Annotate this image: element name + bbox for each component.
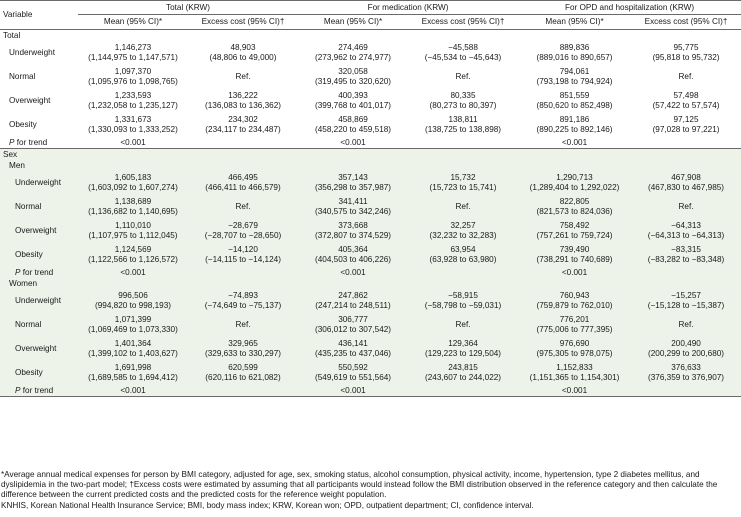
- table-cell: [631, 89, 741, 113]
- p-trend-value: [631, 267, 741, 278]
- cell-value: 467,908: [671, 173, 701, 182]
- table-cell: [188, 361, 298, 385]
- table-cell: [298, 89, 408, 113]
- table-cell: [78, 89, 188, 113]
- footnote-abbreviations: KNHIS, Korean National Health Insurance Service; BMI, body mass index; KRW, Korean won; OPD, outpatient department; CI, confidence interval.: [1, 500, 534, 510]
- cell-value: 466,495: [228, 173, 258, 182]
- cell-value: 436,141: [338, 339, 368, 348]
- cell-value: 1,110,010: [115, 221, 151, 230]
- p-trend-label: [0, 137, 78, 149]
- row-label: Overweight: [0, 337, 78, 361]
- row-label: Overweight: [9, 96, 51, 105]
- table-cell: [188, 113, 298, 137]
- cell-ci: (63,928 to 63,980): [429, 255, 497, 264]
- table-cell: [408, 41, 518, 65]
- cell-value: −28,679: [228, 221, 258, 230]
- cell-ci: (129,223 to 129,504): [425, 349, 502, 358]
- cell-value: 243,815: [448, 363, 478, 372]
- cell-ci: (759,879 to 762,010): [536, 301, 613, 310]
- cell-value: 620,599: [228, 363, 258, 372]
- cell-ci: (340,575 to 342,246): [315, 207, 392, 216]
- cell-value: −83,315: [671, 245, 701, 254]
- table-cell: [188, 65, 298, 89]
- cell-ci: (−15,128 to −15,387): [647, 301, 725, 310]
- cell-value: 1,401,364: [114, 339, 152, 348]
- sex-section-row: [0, 149, 741, 161]
- cell-ci: (1,399,102 to 1,403,627): [88, 349, 178, 358]
- table-row: [0, 361, 741, 385]
- cell-value: 376,633: [671, 363, 701, 372]
- table-cell: [518, 171, 631, 195]
- cell-ci: (890,225 to 892,146): [536, 125, 613, 134]
- table-cell: [188, 289, 298, 313]
- cell-ci: (1,689,585 to 1,694,412): [88, 373, 178, 382]
- p-trend-value: <0.001: [78, 267, 188, 278]
- group-header-opd: For OPD and hospitalization (KRW): [518, 1, 741, 15]
- p-trend-text: for trend: [20, 267, 54, 277]
- cell-ci: (48,806 to 49,000): [209, 53, 277, 62]
- cell-value: 48,903: [230, 43, 256, 52]
- cell-ci: (620,116 to 621,082): [205, 373, 281, 382]
- table-cell: [518, 219, 631, 243]
- table-header: [0, 1, 741, 30]
- table-row: [0, 337, 741, 361]
- women-subsection-label: Women: [0, 278, 741, 289]
- cell-value: 306,777: [338, 315, 368, 324]
- table-cell: [188, 89, 298, 113]
- subheader-opd-mean: Mean (95% CI)*: [518, 15, 631, 30]
- cell-value: Ref.: [235, 202, 251, 211]
- table-cell: [408, 219, 518, 243]
- cell-value: 1,691,998: [114, 363, 152, 372]
- cell-value: 1,071,399: [114, 315, 152, 324]
- table-row: [0, 289, 741, 313]
- p-trend-value: <0.001: [298, 385, 408, 397]
- table-cell: [298, 113, 408, 137]
- cell-ci: (775,006 to 777,395): [536, 325, 613, 334]
- cell-ci: (−64,313 to −64,313): [647, 231, 725, 240]
- table-cell: [518, 243, 631, 267]
- cell-ci: (57,422 to 57,574): [652, 101, 720, 110]
- table-cell: [188, 337, 298, 361]
- table-row: [0, 219, 741, 243]
- cell-ci: (138,725 to 138,898): [425, 125, 502, 134]
- total-section-label: Total: [3, 30, 21, 40]
- cell-value: 234,302: [228, 115, 258, 124]
- table-cell: [518, 195, 631, 219]
- cell-ci: (−45,534 to −45,643): [424, 53, 502, 62]
- cell-ci: (136,083 to 136,362): [204, 101, 282, 110]
- cell-ci: (467,830 to 467,985): [648, 183, 725, 192]
- cell-ci: (80,273 to 80,397): [429, 101, 497, 110]
- cell-value: 1,290,713: [556, 173, 593, 182]
- table-cell: [518, 113, 631, 137]
- cell-ci: (97,028 to 97,221): [652, 125, 720, 134]
- table-cell: [518, 361, 631, 385]
- table-cell: [631, 313, 741, 337]
- cell-value: 247,862: [338, 291, 368, 300]
- cell-ci: (356,298 to 357,987): [315, 183, 392, 192]
- p-trend-text: for trend: [20, 385, 54, 395]
- cell-value: 851,559: [559, 91, 590, 100]
- cell-ci: (458,220 to 459,518): [315, 125, 392, 134]
- table-cell: [518, 313, 631, 337]
- cell-value: 274,469: [338, 43, 368, 52]
- cell-ci: (1,095,976 to 1,098,765): [88, 77, 178, 86]
- table-cell: [631, 171, 741, 195]
- table-cell: [298, 219, 408, 243]
- table-cell: [408, 195, 518, 219]
- table-row: [0, 195, 741, 219]
- cell-value: Ref.: [678, 320, 694, 329]
- cell-ci: (1,603,092 to 1,607,274): [88, 183, 178, 192]
- cell-value: 373,668: [338, 221, 368, 230]
- cell-ci: (1,289,404 to 1,292,022): [529, 183, 620, 192]
- p-trend-value: [188, 267, 298, 278]
- cell-value: 794,061: [559, 67, 590, 76]
- cell-ci: (850,620 to 852,498): [536, 101, 613, 110]
- cell-value: 1,097,370: [114, 67, 152, 76]
- table-cell: [298, 41, 408, 65]
- cell-value: 822,805: [559, 197, 590, 206]
- cell-value: Ref.: [678, 202, 694, 211]
- table-cell: [298, 243, 408, 267]
- cell-ci: (821,573 to 824,036): [536, 207, 613, 216]
- table-cell: [298, 313, 408, 337]
- cell-value: Ref.: [455, 72, 471, 81]
- table-cell: [78, 313, 188, 337]
- table-cell: [631, 41, 741, 65]
- row-label: Normal: [9, 72, 36, 81]
- cell-value: Ref.: [235, 72, 251, 81]
- table-cell: [188, 41, 298, 65]
- table-cell: [631, 243, 741, 267]
- cell-value: −14,120: [228, 245, 258, 254]
- table-cell: [408, 313, 518, 337]
- table-cell: [408, 337, 518, 361]
- p-trend-value: <0.001: [298, 267, 408, 278]
- table-cell: [78, 171, 188, 195]
- cell-value: 889,836: [559, 43, 590, 52]
- sex-section: [0, 149, 741, 397]
- cell-ci: (889,016 to 890,657): [536, 53, 613, 62]
- cell-ci: (319,495 to 320,620): [315, 77, 392, 86]
- row-label: Obesity: [0, 243, 78, 267]
- cell-ci: (247,214 to 248,511): [315, 301, 391, 310]
- row-label: Normal: [0, 195, 78, 219]
- table-cell: [78, 41, 188, 65]
- cell-ci: (273,962 to 274,977): [315, 53, 392, 62]
- cell-value: 1,605,183: [114, 173, 152, 182]
- cell-ci: (975,305 to 978,075): [536, 349, 613, 358]
- row-label: Normal: [0, 313, 78, 337]
- cell-value: 200,490: [671, 339, 701, 348]
- cell-ci: (376,359 to 376,907): [648, 373, 725, 382]
- men-subsection-label: Men: [0, 160, 741, 171]
- cell-ci: (−83,282 to −83,348): [647, 255, 725, 264]
- table-cell: [78, 65, 188, 89]
- p-trend-text: for trend: [14, 137, 48, 147]
- cell-value: 996,506: [118, 291, 148, 300]
- cell-value: 63,954: [450, 245, 476, 254]
- footnote-methods: *Average annual medical expenses for person by BMI category, adjusted for age, sex, smoking status, alcohol consumption, physical activity, income, hypertension, type 2 diabetes mellitus, and dyslipidemia in the two-part model; †Excess costs were estimated by assuming that all participants would instead follow the BMI distribution observed in the reference category and then calculate the difference between the current predicted costs and the predicted costs for the reference weight population.: [1, 470, 718, 500]
- cell-ci: (329,633 to 330,297): [204, 349, 282, 358]
- table-cell: [78, 195, 188, 219]
- table-cell: [518, 89, 631, 113]
- cell-ci: (372,807 to 374,529): [315, 231, 392, 240]
- cell-value: 15,732: [450, 173, 476, 182]
- cell-value: 458,869: [338, 115, 368, 124]
- cell-ci: (1,232,058 to 1,235,127): [88, 101, 178, 110]
- row-label: Underweight: [0, 289, 78, 313]
- cell-value: −45,588: [448, 43, 478, 52]
- table-cell: [631, 195, 741, 219]
- cell-ci: (32,232 to 32,283): [429, 231, 497, 240]
- table-cell: [631, 289, 741, 313]
- table-cell: [78, 361, 188, 385]
- table-row: [0, 171, 741, 195]
- p-trend-value: [188, 385, 298, 397]
- p-trend-value: <0.001: [78, 137, 188, 149]
- p-trend-value: [408, 267, 518, 278]
- table-cell: [78, 219, 188, 243]
- group-header-medication: For medication (KRW): [298, 1, 518, 15]
- subheader-opd-excess: Excess cost (95% CI)†: [631, 15, 741, 30]
- cell-ci: (1,136,682 to 1,140,695): [88, 207, 178, 216]
- p-letter: P: [15, 385, 21, 395]
- cell-ci: (243,607 to 244,022): [425, 373, 502, 382]
- p-trend-value: [631, 137, 741, 149]
- sex-section-label: Sex: [0, 149, 741, 161]
- subheader-total-excess: Excess cost (95% CI)†: [188, 15, 298, 30]
- p-trend-label: [0, 385, 78, 397]
- cell-value: 1,152,833: [556, 363, 593, 372]
- table-cell: [518, 289, 631, 313]
- table-row: [0, 113, 741, 137]
- subheader-total-mean: Mean (95% CI)*: [78, 15, 188, 30]
- p-trend-value: [188, 137, 298, 149]
- cell-ci: (466,411 to 466,579): [205, 183, 281, 192]
- cell-value: 1,146,273: [114, 43, 152, 52]
- p-trend-row: [0, 385, 741, 397]
- cell-ci: (−58,798 to −59,031): [424, 301, 502, 310]
- row-label: Obesity: [0, 361, 78, 385]
- cell-value: 776,201: [559, 315, 590, 324]
- cell-ci: (234,117 to 234,487): [205, 125, 281, 134]
- table-row: [0, 313, 741, 337]
- table-cell: [408, 243, 518, 267]
- table-cell: [408, 361, 518, 385]
- table-cell: [298, 171, 408, 195]
- p-trend-value: [408, 137, 518, 149]
- table-cell: [408, 89, 518, 113]
- table-cell: [298, 195, 408, 219]
- table-cell: [188, 195, 298, 219]
- table-cell: [631, 361, 741, 385]
- women-subsection-row: [0, 278, 741, 289]
- cell-value: 329,965: [228, 339, 258, 348]
- p-trend-value: <0.001: [298, 137, 408, 149]
- table-cell: [631, 219, 741, 243]
- cell-value: −58,915: [448, 291, 478, 300]
- p-letter: P: [9, 137, 15, 147]
- cell-value: 138,811: [448, 115, 478, 124]
- cell-value: Ref.: [235, 320, 251, 329]
- cell-value: 320,058: [338, 67, 368, 76]
- table-cell: [298, 361, 408, 385]
- cell-ci: (1,069,469 to 1,073,330): [88, 325, 178, 334]
- cell-value: −64,313: [671, 221, 701, 230]
- cell-value: 80,335: [450, 91, 476, 100]
- cell-value: 1,331,673: [114, 115, 152, 124]
- cell-value: 976,690: [559, 339, 590, 348]
- table-cell: [518, 337, 631, 361]
- table-cell: [298, 289, 408, 313]
- cell-ci: (−14,115 to −14,124): [205, 255, 281, 264]
- table-cell: [408, 65, 518, 89]
- cell-value: 129,364: [448, 339, 478, 348]
- table-cell: [408, 171, 518, 195]
- group-header-total: Total (KRW): [78, 1, 298, 15]
- cell-ci: (1,122,566 to 1,126,572): [88, 255, 178, 264]
- cell-ci: (404,503 to 406,226): [315, 255, 392, 264]
- table-cell: [188, 171, 298, 195]
- p-trend-value: <0.001: [518, 137, 631, 149]
- row-label: Underweight: [0, 171, 78, 195]
- cell-value: 891,186: [559, 115, 590, 124]
- table-cell: [78, 337, 188, 361]
- total-section-row: [0, 30, 741, 42]
- table-cell: [188, 243, 298, 267]
- cell-ci: (1,330,093 to 1,333,252): [88, 125, 178, 134]
- table-row: [0, 243, 741, 267]
- cell-value: 57,498: [673, 91, 699, 100]
- table-cell: [408, 113, 518, 137]
- p-trend-label: [0, 267, 78, 278]
- cell-value: 405,364: [338, 245, 368, 254]
- cell-ci: (95,818 to 95,732): [652, 53, 720, 62]
- cell-value: −15,257: [671, 291, 701, 300]
- table-cell: [78, 289, 188, 313]
- table-cell: [631, 65, 741, 89]
- table-cell: [298, 65, 408, 89]
- p-letter: P: [15, 267, 21, 277]
- p-trend-row: [0, 267, 741, 278]
- cell-ci: (994,820 to 998,193): [94, 301, 172, 310]
- table-footnotes: [0, 470, 741, 511]
- cell-value: 95,775: [673, 43, 699, 52]
- table-cell: [631, 113, 741, 137]
- cell-value: −74,893: [228, 291, 258, 300]
- cell-value: 1,233,593: [114, 91, 152, 100]
- cell-value: 758,492: [559, 221, 590, 230]
- subheader-medication-excess: Excess cost (95% CI)†: [408, 15, 518, 30]
- cell-value: 550,592: [338, 363, 368, 372]
- row-label: Underweight: [9, 48, 55, 57]
- cell-value: 1,138,689: [114, 197, 152, 206]
- table-cell: [631, 337, 741, 361]
- cell-value: 97,125: [673, 115, 699, 124]
- p-trend-row: [0, 137, 741, 149]
- cell-value: 1,124,569: [114, 245, 152, 254]
- p-trend-value: [408, 385, 518, 397]
- subheader-medication-mean: Mean (95% CI)*: [298, 15, 408, 30]
- cell-ci: (1,151,365 to 1,154,301): [529, 373, 620, 382]
- table-row: [0, 89, 741, 113]
- table-cell: [188, 313, 298, 337]
- cell-value: 341,411: [338, 197, 368, 206]
- row-label: Overweight: [0, 219, 78, 243]
- cell-ci: (793,198 to 794,924): [536, 77, 613, 86]
- cell-ci: (1,107,975 to 1,112,045): [88, 231, 178, 240]
- cell-value: 739,490: [559, 245, 590, 254]
- cell-ci: (435,235 to 437,046): [315, 349, 392, 358]
- cell-value: 32,257: [450, 221, 476, 230]
- row-label: Obesity: [9, 120, 37, 129]
- table-cell: [298, 337, 408, 361]
- cell-ci: (−74,649 to −75,137): [204, 301, 282, 310]
- cell-ci: (−28,707 to −28,650): [204, 231, 282, 240]
- cell-ci: (549,619 to 551,564): [315, 373, 392, 382]
- cell-value: Ref.: [455, 320, 471, 329]
- table-row: [0, 41, 741, 65]
- cell-ci: (15,723 to 15,741): [429, 183, 497, 192]
- table-cell: [518, 41, 631, 65]
- table-cell: [78, 113, 188, 137]
- p-trend-value: <0.001: [78, 385, 188, 397]
- cell-ci: (399,768 to 401,017): [315, 101, 392, 110]
- cell-value: 357,143: [338, 173, 368, 182]
- table-cell: [518, 65, 631, 89]
- total-section: [0, 30, 741, 149]
- cell-ci: (757,261 to 759,724): [536, 231, 613, 240]
- cell-ci: (738,291 to 740,689): [536, 255, 613, 264]
- table-cell: [408, 289, 518, 313]
- table-cell: [78, 243, 188, 267]
- cell-value: Ref.: [678, 72, 694, 81]
- p-trend-value: <0.001: [518, 267, 631, 278]
- variable-column-header: Variable: [0, 1, 78, 30]
- cell-ci: (1,144,975 to 1,147,571): [88, 53, 178, 62]
- table-cell: [188, 219, 298, 243]
- cell-ci: (306,012 to 307,542): [315, 325, 392, 334]
- p-trend-value: [631, 385, 741, 397]
- cell-value: Ref.: [455, 202, 471, 211]
- cell-value: 136,222: [228, 91, 258, 100]
- p-trend-value: <0.001: [518, 385, 631, 397]
- cell-value: 760,943: [559, 291, 590, 300]
- cell-value: 400,393: [338, 91, 368, 100]
- men-subsection-row: [0, 160, 741, 171]
- cell-ci: (200,299 to 200,680): [648, 349, 725, 358]
- table-row: [0, 65, 741, 89]
